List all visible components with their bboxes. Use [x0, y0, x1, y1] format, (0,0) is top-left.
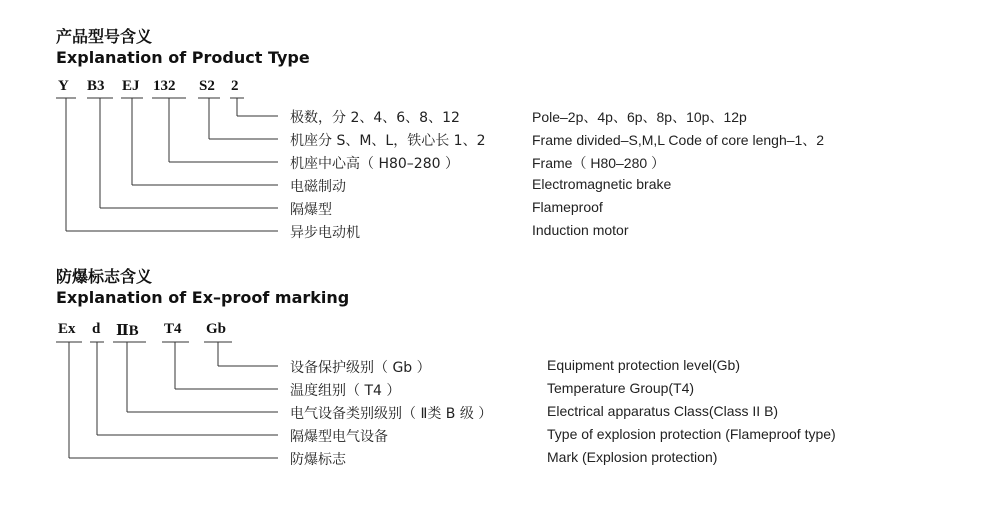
s1-row3-cn: 电磁制动	[290, 179, 346, 195]
s2-row3-en: Type of explosion protection (Flameproof type)	[547, 426, 836, 442]
s1-row1-cn: 机座分 S、M、L，铁心长 1、2	[290, 133, 486, 149]
code-s2: S2	[199, 78, 215, 94]
code-gb: Gb	[206, 321, 227, 337]
code-y: Y	[58, 78, 69, 94]
code-132: 132	[153, 78, 176, 94]
s1-row4-cn: 隔爆型	[290, 202, 332, 218]
s1-row4-en: Flameproof	[532, 199, 603, 215]
section1-title-en: Explanation of Product Type	[56, 48, 310, 67]
s2-row2-cn: 电气设备类别级别（ Ⅱ类 B 级 ）	[290, 406, 493, 422]
s1-row0-cn: 极数，分 2、4、6、8、12	[290, 110, 460, 126]
s2-row2-en: Electrical apparatus Class(Class II B)	[547, 403, 779, 419]
s1-row2-cn: 机座中心高（ H80–280 ）	[290, 156, 459, 172]
s2-row4-en: Mark (Explosion protection)	[547, 449, 718, 465]
s1-row5-en: Induction motor	[532, 222, 629, 238]
s2-row0-cn: 设备保护级别（ Gb ）	[290, 360, 431, 376]
s2-row4-cn: 防爆标志	[290, 452, 346, 468]
s1-row1-en: Frame divided–S,M,L Code of core lengh–1、2	[532, 132, 825, 148]
s2-row0-en: Equipment protection level(Gb)	[547, 357, 740, 373]
section2-title-en: Explanation of Ex–proof marking	[56, 288, 350, 307]
s1-row5-cn: 异步电动机	[290, 225, 360, 241]
section2-title-cn: 防爆标志含义	[56, 267, 153, 286]
code-iib: ⅡB	[116, 323, 139, 339]
code-t4: T4	[164, 321, 182, 337]
code-b3: B3	[87, 78, 105, 94]
code-ej: EJ	[122, 78, 140, 94]
s2-row1-en: Temperature Group(T4)	[547, 380, 695, 396]
code-ex: Ex	[58, 321, 76, 337]
s2-row3-cn: 隔爆型电气设备	[290, 429, 388, 445]
s2-row1-cn: 温度组别（ T4 ）	[290, 383, 401, 399]
s1-row3-en: Electromagnetic brake	[532, 176, 672, 192]
s1-row0-en: Pole–2p、4p、6p、8p、10p、12p	[532, 109, 747, 125]
code-d: d	[92, 321, 101, 337]
code-2: 2	[231, 78, 239, 94]
s1-row2-en: Frame（ H80–280 ）	[532, 155, 666, 171]
section1-title-cn: 产品型号含义	[56, 27, 153, 46]
